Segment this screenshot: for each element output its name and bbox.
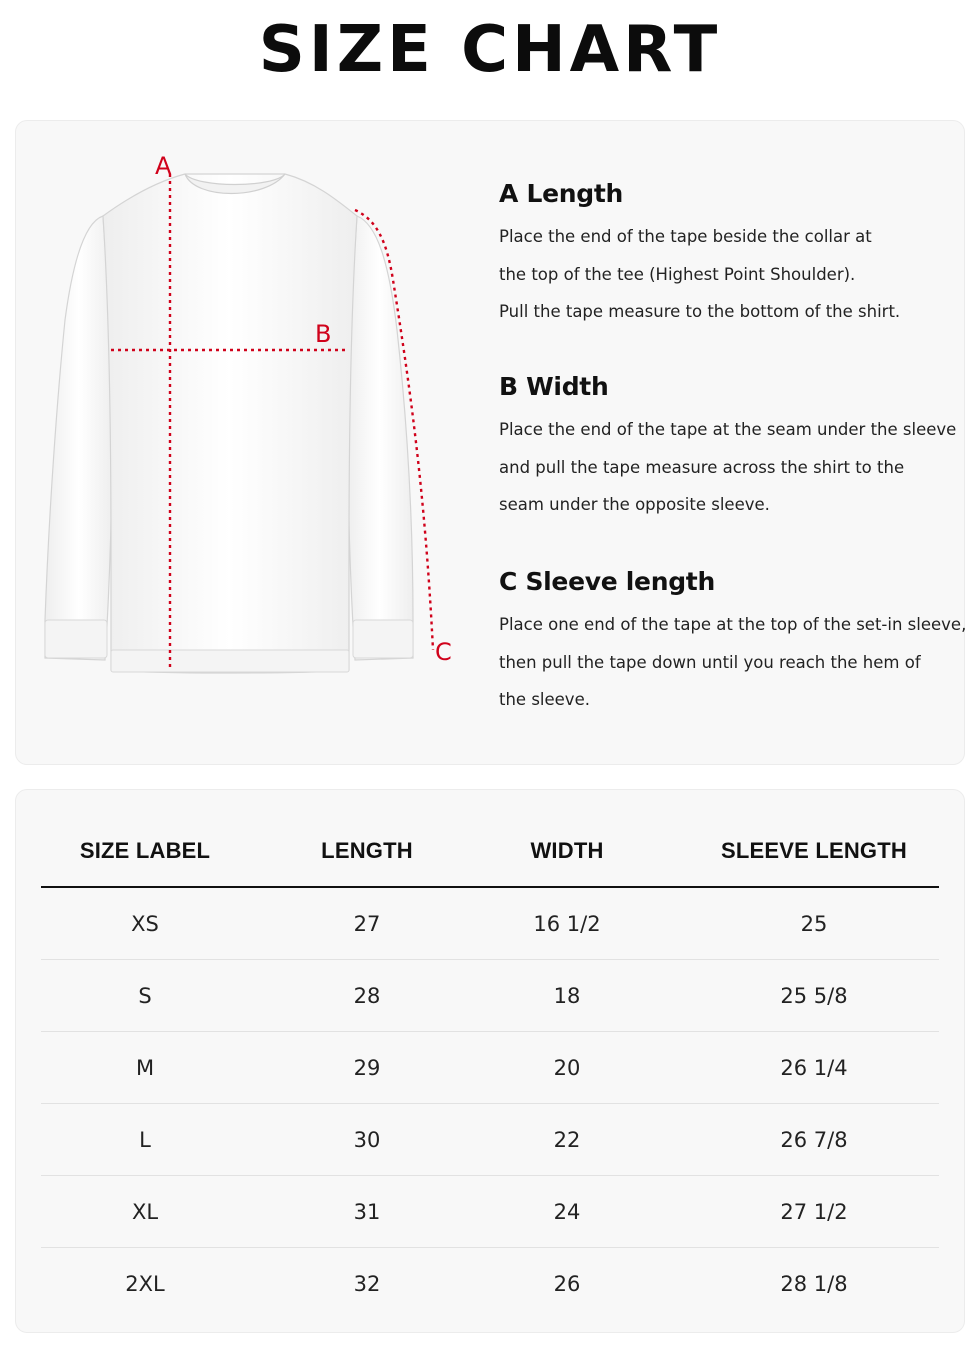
cell-length: 30 [353, 1128, 381, 1152]
cell-size: L [139, 1128, 151, 1152]
label-b: B [315, 320, 332, 348]
size-table [41, 816, 939, 1320]
header-length: LENGTH [321, 838, 413, 863]
header-size-label: SIZE LABEL [79, 838, 211, 863]
cell-size: 2XL [125, 1272, 165, 1296]
cell-sleeve-length: 25 [800, 912, 828, 936]
cell-length: 28 [353, 984, 381, 1008]
cell-sleeve-length: 25 5/8 [780, 984, 848, 1008]
cell-length: 29 [353, 1056, 381, 1080]
table-row [41, 1248, 939, 1320]
table-row [41, 888, 939, 960]
cell-size: M [135, 1056, 155, 1080]
instruction-line: the sleeve. [499, 690, 590, 709]
instruction-line: the top of the tee (Highest Point Shoulder). [499, 264, 856, 284]
cell-sleeve-length: 26 1/4 [780, 1056, 848, 1080]
cell-sleeve-length: 26 7/8 [780, 1128, 848, 1152]
cell-size: XL [131, 1200, 159, 1224]
instruction-line: seam under the opposite sleeve. [499, 495, 770, 514]
instruction-line: Place one end of the tape at the top of the set-in sleeve, [499, 615, 967, 634]
shirt-body [45, 174, 413, 673]
label-a: A [155, 152, 172, 180]
table-header-row [41, 816, 939, 888]
instruction-line: and pull the tape measure across the shirt to the [499, 457, 905, 477]
cell-size: S [138, 984, 152, 1008]
cell-sleeve-length: 27 1/2 [780, 1200, 848, 1224]
cell-width: 22 [553, 1128, 581, 1152]
instruction-heading: A Length [499, 179, 623, 208]
cell-width: 16 1/2 [533, 912, 601, 936]
header-width: WIDTH [530, 838, 604, 863]
cell-width: 24 [553, 1200, 581, 1224]
cell-sleeve-length: 28 1/8 [780, 1272, 848, 1296]
table-row [41, 1032, 939, 1104]
instruction-heading: B Width [499, 372, 609, 401]
instruction-heading: C Sleeve length [499, 567, 715, 596]
instruction-line: then pull the tape down until you reach the hem of [499, 652, 921, 672]
cell-size: XS [131, 912, 159, 936]
cell-width: 20 [553, 1056, 581, 1080]
instruction-width [499, 369, 959, 524]
table-row [41, 1176, 939, 1248]
table-row [41, 1104, 939, 1176]
instruction-line: Place the end of the tape at the seam under the sleeve [499, 420, 957, 439]
cell-length: 32 [353, 1272, 381, 1296]
header-sleeve-length: SLEEVE LENGTH [721, 838, 907, 863]
label-c: C [435, 638, 452, 666]
instruction-sleeve-length [499, 564, 967, 719]
cell-length: 27 [353, 912, 381, 936]
page-title: SIZE CHART [258, 13, 722, 87]
cell-length: 31 [353, 1200, 381, 1224]
long-sleeve-shirt-diagram [15, 130, 485, 700]
table-row [41, 960, 939, 1032]
instruction-line: Pull the tape measure to the bottom of the shirt. [499, 302, 901, 321]
cell-width: 18 [553, 984, 581, 1008]
cell-width: 26 [553, 1272, 581, 1296]
instruction-length [499, 176, 959, 331]
instruction-line: Place the end of the tape beside the collar at [499, 227, 872, 246]
